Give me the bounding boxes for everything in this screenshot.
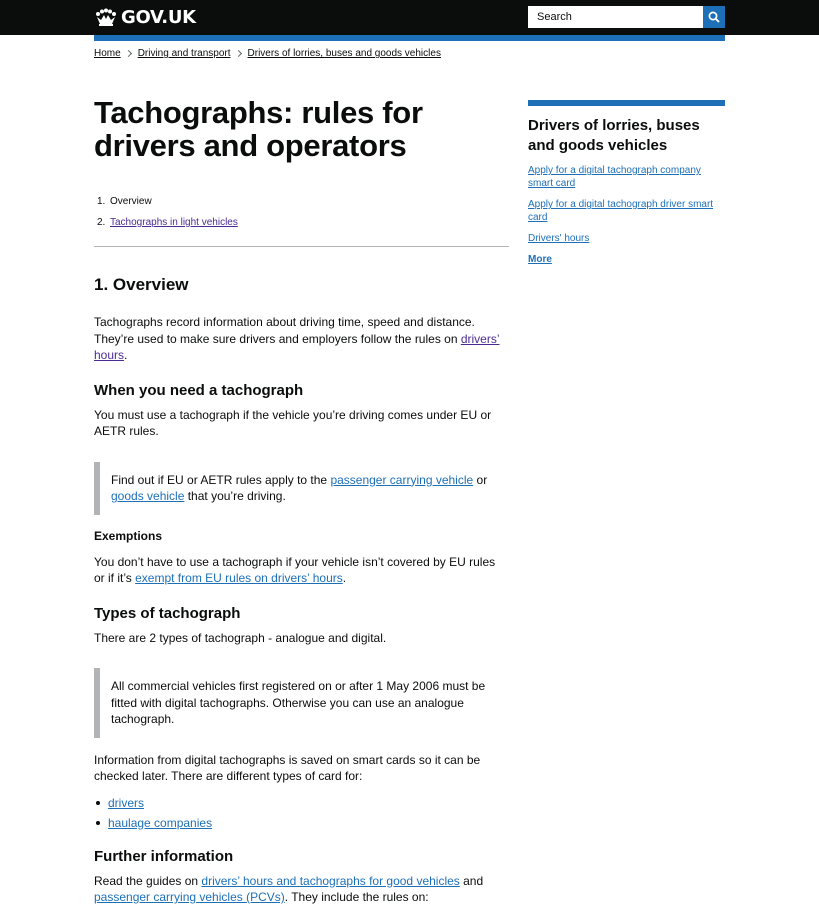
sidebar-title: Drivers of lorries, buses and goods vehicles xyxy=(528,117,700,154)
exemptions-paragraph: You don’t have to use a tachograph if your vehicle isn’t covered by EU rules or if it’s exempt from EU rules on drivers’ hours. xyxy=(94,554,496,585)
breadcrumb-home[interactable]: Home xyxy=(94,48,121,59)
sidebar-blue-bar xyxy=(528,100,725,106)
list-item xyxy=(528,198,725,224)
list-item xyxy=(94,815,509,835)
search-icon xyxy=(708,11,720,23)
overview-section xyxy=(94,274,509,904)
search-input[interactable] xyxy=(528,6,703,28)
drivers-hours-link[interactable]: drivers’ hours xyxy=(94,331,500,362)
when-paragraph: You must use a tachograph if the vehicle you’re driving comes under EU or AETR rules. xyxy=(94,407,492,438)
search-form xyxy=(528,6,725,28)
drivers-card-link[interactable]: drivers xyxy=(108,795,145,810)
pcv-guide-link[interactable]: passenger carrying vehicles (PCVs) xyxy=(94,890,285,904)
contents-item-current: Overview xyxy=(110,196,152,207)
chevron-right-icon xyxy=(125,50,132,57)
exempt-rules-link[interactable]: exempt from EU rules on drivers’ hours xyxy=(135,571,343,585)
contents-item xyxy=(94,196,238,217)
chevron-right-icon xyxy=(234,50,241,57)
related-content-sidebar xyxy=(528,100,725,274)
passenger-carrying-vehicle-link[interactable]: passenger carrying vehicle xyxy=(330,472,474,487)
goods-vehicles-guide-link[interactable]: drivers’ hours and tachographs for good vehicles xyxy=(201,873,460,888)
contents-list xyxy=(94,196,238,238)
page-title: Tachographs: rules for drivers and operators xyxy=(94,95,423,163)
cards-paragraph: Information from digital tachographs is saved on smart cards so it can be checked later. There are different types of card for: xyxy=(94,752,481,783)
list-item xyxy=(528,232,725,245)
contents-link-light-vehicles[interactable]: Tachographs in light vehicles xyxy=(110,217,238,228)
exemptions-heading: Exemptions xyxy=(94,528,163,543)
callout-text: Find out if EU or AETR rules apply to the passenger carrying vehicle or goods vehicle that you’re driving. xyxy=(111,472,488,503)
list-item xyxy=(528,164,725,190)
sidebar-link-driver-smart-card[interactable]: Apply for a digital tachograph driver smart card xyxy=(528,199,714,223)
header-blue-bar xyxy=(94,35,725,41)
when-heading: When you need a tachograph xyxy=(94,381,304,399)
logo-text: GOV.UK xyxy=(121,6,196,28)
types-heading: Types of tachograph xyxy=(94,604,241,622)
goods-vehicle-link[interactable]: goods vehicle xyxy=(111,489,185,503)
contents-item-number: 2. xyxy=(97,217,106,228)
haulage-companies-card-link[interactable]: haulage companies xyxy=(108,815,213,830)
main-content xyxy=(94,95,509,904)
section-heading: 1. Overview xyxy=(94,275,189,294)
contents-divider xyxy=(94,246,509,247)
crown-icon xyxy=(95,8,117,26)
sidebar-more-link[interactable]: More xyxy=(528,254,552,265)
search-button[interactable] xyxy=(703,6,725,28)
callout-eu-aetr xyxy=(94,462,509,515)
contents-item-number: 1. xyxy=(97,196,106,207)
types-paragraph: There are 2 types of tachograph - analogue and digital. xyxy=(94,630,387,645)
sidebar-links xyxy=(528,164,725,266)
breadcrumb-drivers-of-lorries[interactable]: Drivers of lorries, buses and goods vehicles xyxy=(247,48,441,59)
further-information-heading: Further information xyxy=(94,847,234,865)
contents-item xyxy=(94,217,238,238)
breadcrumb-driving-and-transport[interactable]: Driving and transport xyxy=(137,48,231,59)
site-header xyxy=(0,0,819,35)
list-item xyxy=(94,795,509,815)
sidebar-link-company-smart-card[interactable]: Apply for a digital tachograph company smart card xyxy=(528,165,701,189)
govuk-logo-link[interactable] xyxy=(95,6,196,28)
cards-list xyxy=(94,795,509,835)
further-information-paragraph: Read the guides on drivers’ hours and tachographs for good vehicles and passenger carrying vehicles (PCVs). They include the rules on: xyxy=(94,873,484,904)
callout-text: All commercial vehicles first registered on or after 1 May 2006 must be fitted with digital tachographs. Otherwise you can use an analogue tachograph. xyxy=(111,679,486,726)
sidebar-link-drivers-hours[interactable]: Drivers' hours xyxy=(528,233,590,244)
callout-digital-tachographs xyxy=(94,668,509,738)
overview-paragraph: Tachographs record information about driving time, speed and distance. They’re used to make sure drivers and employers follow the rules on drivers’ hours. xyxy=(94,315,500,362)
list-item xyxy=(528,253,725,266)
breadcrumb xyxy=(94,48,441,59)
